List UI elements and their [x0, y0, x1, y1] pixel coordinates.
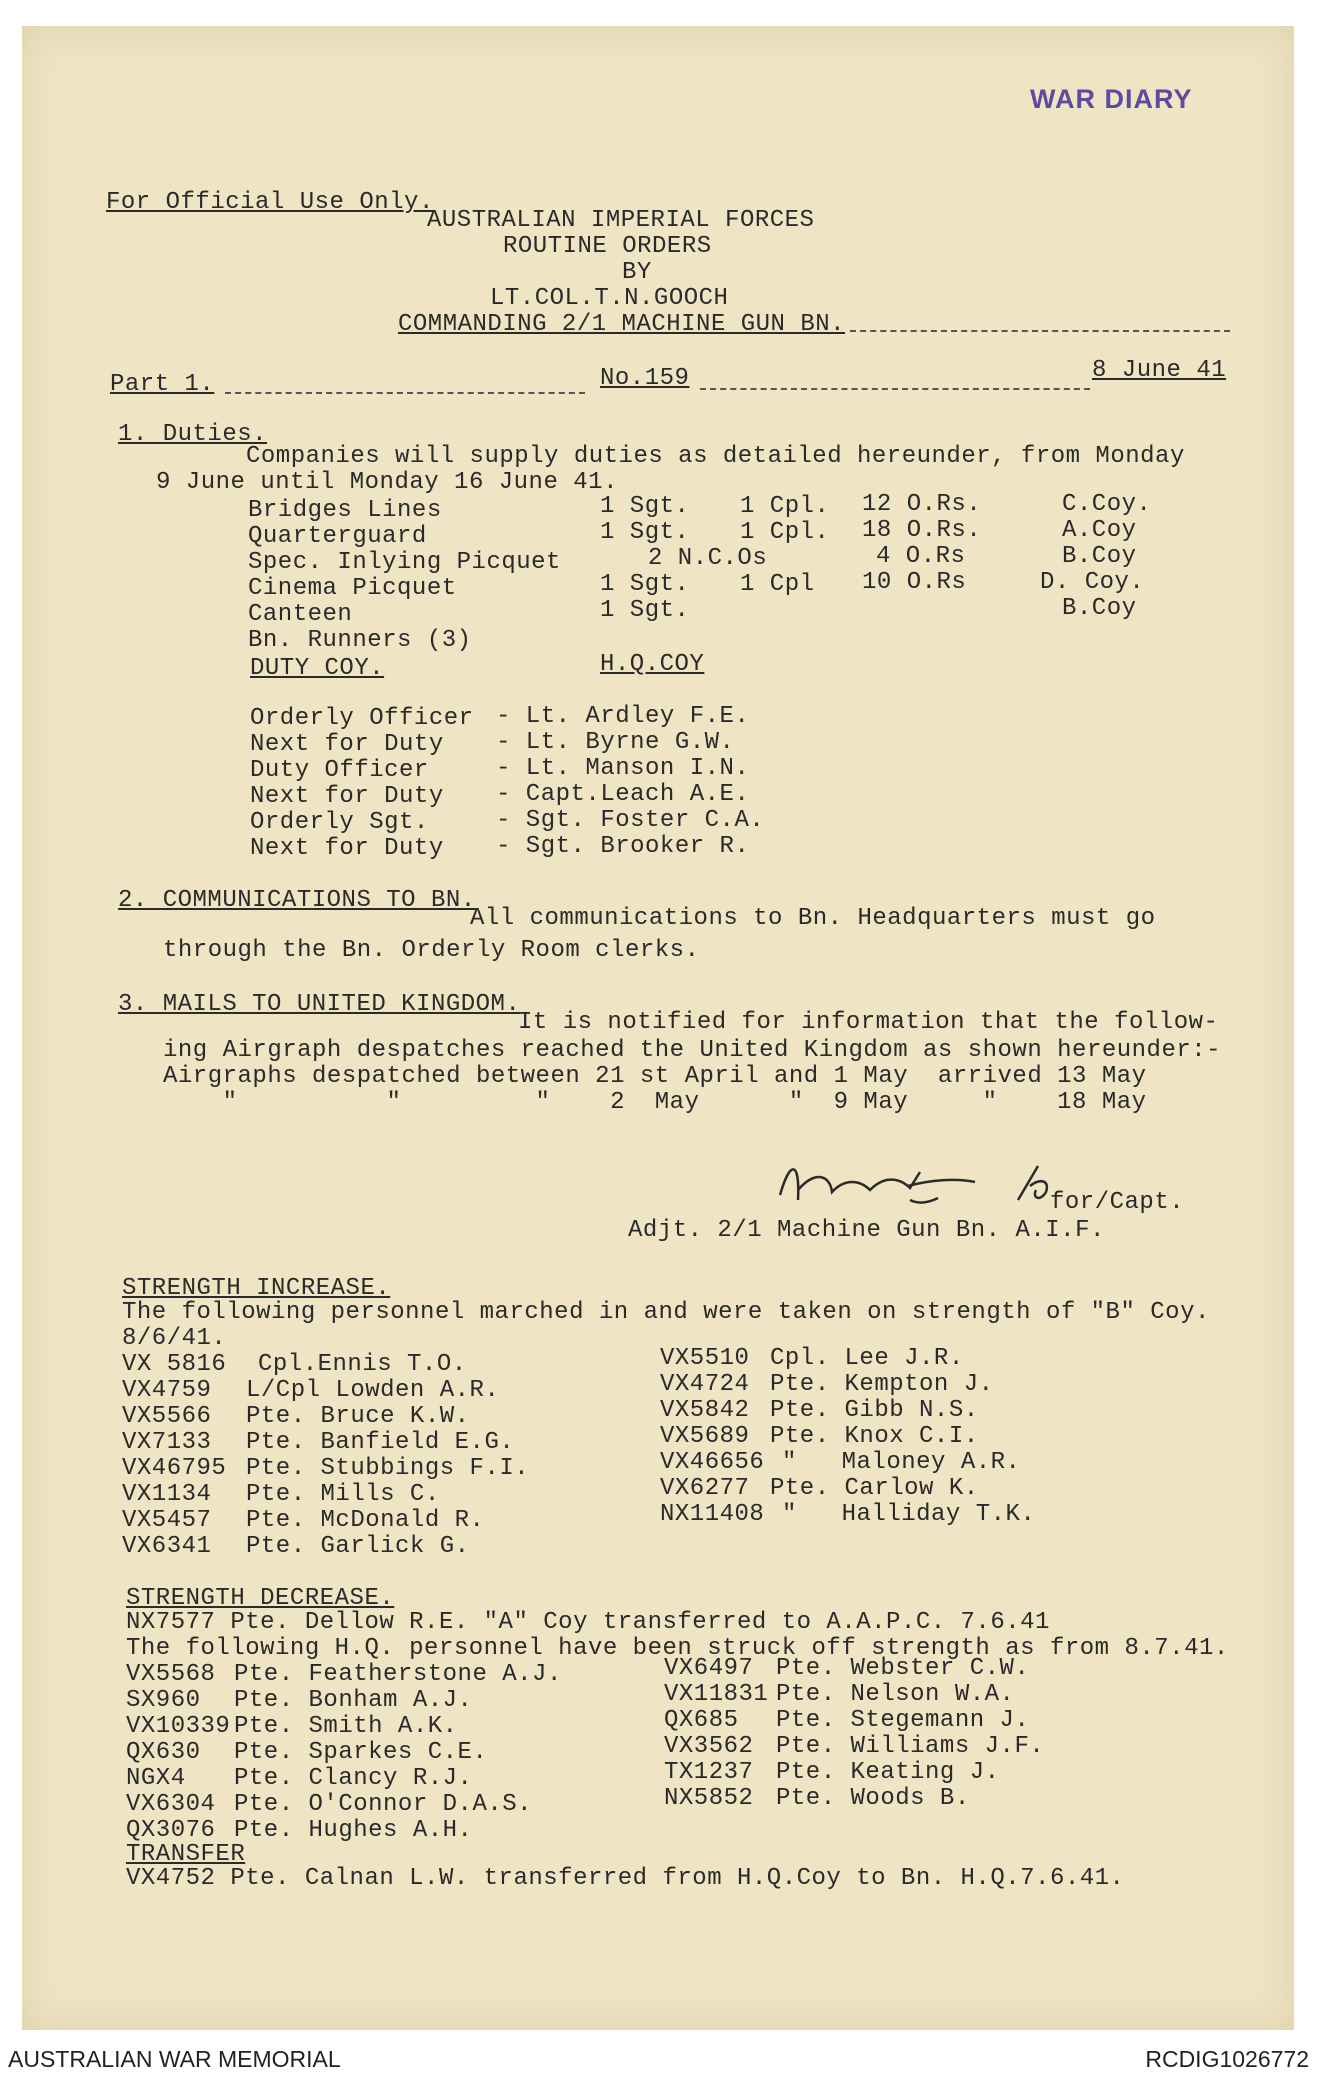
personnel-name: Cpl. Lee J.R. [770, 1345, 964, 1372]
service-number: VX5842 [660, 1397, 750, 1424]
personnel-name: Pte. Garlick G. [246, 1533, 470, 1560]
header-line-1: AUSTRALIAN IMPERIAL FORCES [427, 207, 815, 234]
officer-role: Next for Duty [250, 731, 444, 758]
officer-name: - Lt. Byrne G.W. [496, 729, 735, 756]
service-number: VX5457 [122, 1507, 212, 1534]
mails-heading: 3. MAILS TO UNITED KINGDOM. [118, 991, 521, 1018]
decrease-heading: STRENGTH DECREASE. [126, 1585, 395, 1612]
increase-date: 8/6/41. [122, 1325, 227, 1352]
service-number: TX1237 [664, 1759, 754, 1786]
personnel-name: Pte. Bonham A.J. [234, 1687, 473, 1714]
service-number: VX4759 [122, 1377, 212, 1404]
header-dash-rule [850, 330, 1230, 332]
personnel-name: Pte. Keating J. [776, 1759, 1000, 1786]
header-line-2: ROUTINE ORDERS [503, 233, 712, 260]
header-line-4: LT.COL.T.N.GOOCH [490, 285, 729, 312]
duty-row-coy: A.Coy [1062, 517, 1137, 544]
personnel-name: Pte. Webster C.W. [776, 1655, 1030, 1682]
duty-row-a: 1 Sgt. [600, 493, 690, 520]
officer-role: Next for Duty [250, 835, 444, 862]
duties-intro-1: Companies will supply duties as detailed hereunder, from Monday [246, 443, 1185, 470]
service-number: VX46795 [122, 1455, 227, 1482]
duty-row-name: Quarterguard [248, 523, 427, 550]
service-number: QX630 [126, 1739, 201, 1766]
service-number: VX5568 [126, 1661, 216, 1688]
service-number: QX3076 [126, 1817, 216, 1844]
personnel-name: Pte. Sparkes C.E. [234, 1739, 488, 1766]
personnel-name: Pte. Mills C. [246, 1481, 440, 1508]
increase-intro: The following personnel marched in and were taken on strength of "B" Coy. [122, 1299, 1210, 1326]
decrease-line-1: NX7577 Pte. Dellow R.E. "A" Coy transferred to A.A.P.C. 7.6.41 [126, 1609, 1050, 1636]
order-number: No.159 [600, 365, 690, 392]
duty-row-b: 1 Cpl. [740, 493, 830, 520]
mails-line-1: It is notified for information that the follow- [518, 1009, 1219, 1036]
duty-row-b: 1 Cpl [740, 571, 815, 598]
duty-row-c: 10 O.Rs [862, 569, 967, 596]
service-number: SX960 [126, 1687, 201, 1714]
duty-row-coy: D. Coy. [1040, 569, 1145, 596]
personnel-name: Pte. Clancy R.J. [234, 1765, 473, 1792]
service-number: VX11831 [664, 1681, 769, 1708]
personnel-name: Pte. Williams J.F. [776, 1733, 1045, 1760]
duty-row-a: 1 Sgt. [600, 571, 690, 598]
duty-row-c: 12 O.Rs. [862, 491, 982, 518]
duties-intro-2: 9 June until Monday 16 June 41. [156, 469, 618, 496]
service-number: VX6304 [126, 1791, 216, 1818]
personnel-name: L/Cpl Lowden A.R. [246, 1377, 500, 1404]
signature-title: Adjt. 2/1 Machine Gun Bn. A.I.F. [628, 1217, 1105, 1244]
footer-record-id: RCDIG1026772 [1145, 2046, 1309, 2072]
mails-line-4: " " " 2 May " 9 May " 18 May [163, 1089, 1147, 1116]
footer-institution: AUSTRALIAN WAR MEMORIAL [8, 2046, 341, 2072]
service-number: VX7133 [122, 1429, 212, 1456]
personnel-name: Pte. Knox C.I. [770, 1423, 979, 1450]
official-use-label: For Official Use Only. [106, 189, 434, 216]
personnel-name: Pte. Banfield E.G. [246, 1429, 515, 1456]
duty-row-c: 4 O.Rs [876, 543, 966, 570]
personnel-name: Pte. Woods B. [776, 1785, 970, 1812]
officer-role: Orderly Officer [250, 705, 474, 732]
officer-name: - Lt. Manson I.N. [496, 755, 750, 782]
personnel-name: Pte. Hughes A.H. [234, 1817, 473, 1844]
duty-row-name: Spec. Inlying Picquet [248, 549, 561, 576]
personnel-name: Pte. Stegemann J. [776, 1707, 1030, 1734]
personnel-name: Pte. Smith A.K. [234, 1713, 458, 1740]
service-number: VX6277 [660, 1475, 750, 1502]
increase-heading: STRENGTH INCREASE. [122, 1275, 391, 1302]
officer-name: - Sgt. Brooker R. [496, 833, 750, 860]
comms-line-1: All communications to Bn. Headquarters must go [470, 905, 1156, 932]
comms-heading: 2. COMMUNICATIONS TO BN. [118, 887, 476, 914]
duty-row-a: 1 Sgt. [600, 519, 690, 546]
officer-name: - Capt.Leach A.E. [496, 781, 750, 808]
signature-suffix: for/Capt. [1050, 1189, 1185, 1216]
personnel-name: " Maloney A.R. [782, 1449, 1021, 1476]
transfer-heading: TRANSFER [126, 1841, 246, 1868]
service-number: VX3562 [664, 1733, 754, 1760]
duty-row-b: 1 Cpl. [740, 519, 830, 546]
duty-row-name: Cinema Picquet [248, 575, 457, 602]
header-line-5: COMMANDING 2/1 MACHINE GUN BN. [398, 311, 846, 338]
personnel-name: Pte. Stubbings F.I. [246, 1455, 530, 1482]
duty-row-name: Bn. Runners (3) [248, 627, 472, 654]
officer-role: Duty Officer [250, 757, 429, 784]
service-number: VX10339 [126, 1713, 231, 1740]
service-number: NX11408 [660, 1501, 765, 1528]
order-date: 8 June 41 [1092, 357, 1227, 384]
personnel-name: Pte. Gibb N.S. [770, 1397, 979, 1424]
part-label: Part 1. [110, 371, 215, 398]
part-dash-left [225, 392, 585, 394]
personnel-name: Pte. Nelson W.A. [776, 1681, 1015, 1708]
personnel-name: Pte. O'Connor D.A.S. [234, 1791, 533, 1818]
personnel-name: Cpl.Ennis T.O. [258, 1351, 467, 1378]
service-number: VX46656 [660, 1449, 765, 1476]
duty-coy-label: DUTY COY. [250, 655, 385, 682]
service-number: VX5510 [660, 1345, 750, 1372]
duty-row-a: 1 Sgt. [600, 597, 690, 624]
service-number: VX1134 [122, 1481, 212, 1508]
officer-name: - Lt. Ardley F.E. [496, 703, 750, 730]
duty-row-name: Bridges Lines [248, 497, 442, 524]
officer-role: Next for Duty [250, 783, 444, 810]
part-dash-right [700, 388, 1090, 390]
decrease-line-2: The following H.Q. personnel have been struck off strength as from 8.7.41. [126, 1635, 1229, 1662]
personnel-name: Pte. McDonald R. [246, 1507, 485, 1534]
service-number: NGX4 [126, 1765, 186, 1792]
duties-heading [118, 422, 267, 448]
service-number: VX4724 [660, 1371, 750, 1398]
duty-row-coy: C.Coy. [1062, 491, 1152, 518]
personnel-name: Pte. Kempton J. [770, 1371, 994, 1398]
handwritten-signature [770, 1150, 1010, 1220]
service-number: VX5689 [660, 1423, 750, 1450]
officer-role: Orderly Sgt. [250, 809, 429, 836]
service-number: QX685 [664, 1707, 739, 1734]
comms-line-2: through the Bn. Orderly Room clerks. [163, 937, 700, 964]
duty-row-a: 2 N.C.Os [648, 545, 768, 572]
duty-row-coy: B.Coy [1062, 595, 1137, 622]
duty-row-coy: B.Coy [1062, 543, 1137, 570]
service-number: VX6341 [122, 1533, 212, 1560]
mails-line-2: ing Airgraph despatches reached the United Kingdom as shown hereunder:- [163, 1037, 1222, 1064]
header-line-3: BY [622, 259, 652, 286]
mails-line-3: Airgraphs despatched between 21 st April and 1 May arrived 13 May [163, 1063, 1147, 1090]
personnel-name: " Halliday T.K. [782, 1501, 1036, 1528]
personnel-name: Pte. Featherstone A.J. [234, 1661, 562, 1688]
personnel-name: Pte. Carlow K. [770, 1475, 979, 1502]
transfer-line: VX4752 Pte. Calnan L.W. transferred from H.Q.Coy to Bn. H.Q.7.6.41. [126, 1865, 1125, 1892]
duty-row-name: Canteen [248, 601, 353, 628]
war-diary-stamp: WAR DIARY [1030, 84, 1193, 114]
service-number: VX6497 [664, 1655, 754, 1682]
officer-name: - Sgt. Foster C.A. [496, 807, 765, 834]
duty-coy-value: H.Q.COY [600, 651, 705, 678]
service-number: VX 5816 [122, 1351, 227, 1378]
personnel-name: Pte. Bruce K.W. [246, 1403, 470, 1430]
service-number: VX5566 [122, 1403, 212, 1430]
duty-row-c: 18 O.Rs. [862, 517, 982, 544]
duties-heading-text: 1. Duties. [118, 421, 268, 448]
service-number: NX5852 [664, 1785, 754, 1812]
